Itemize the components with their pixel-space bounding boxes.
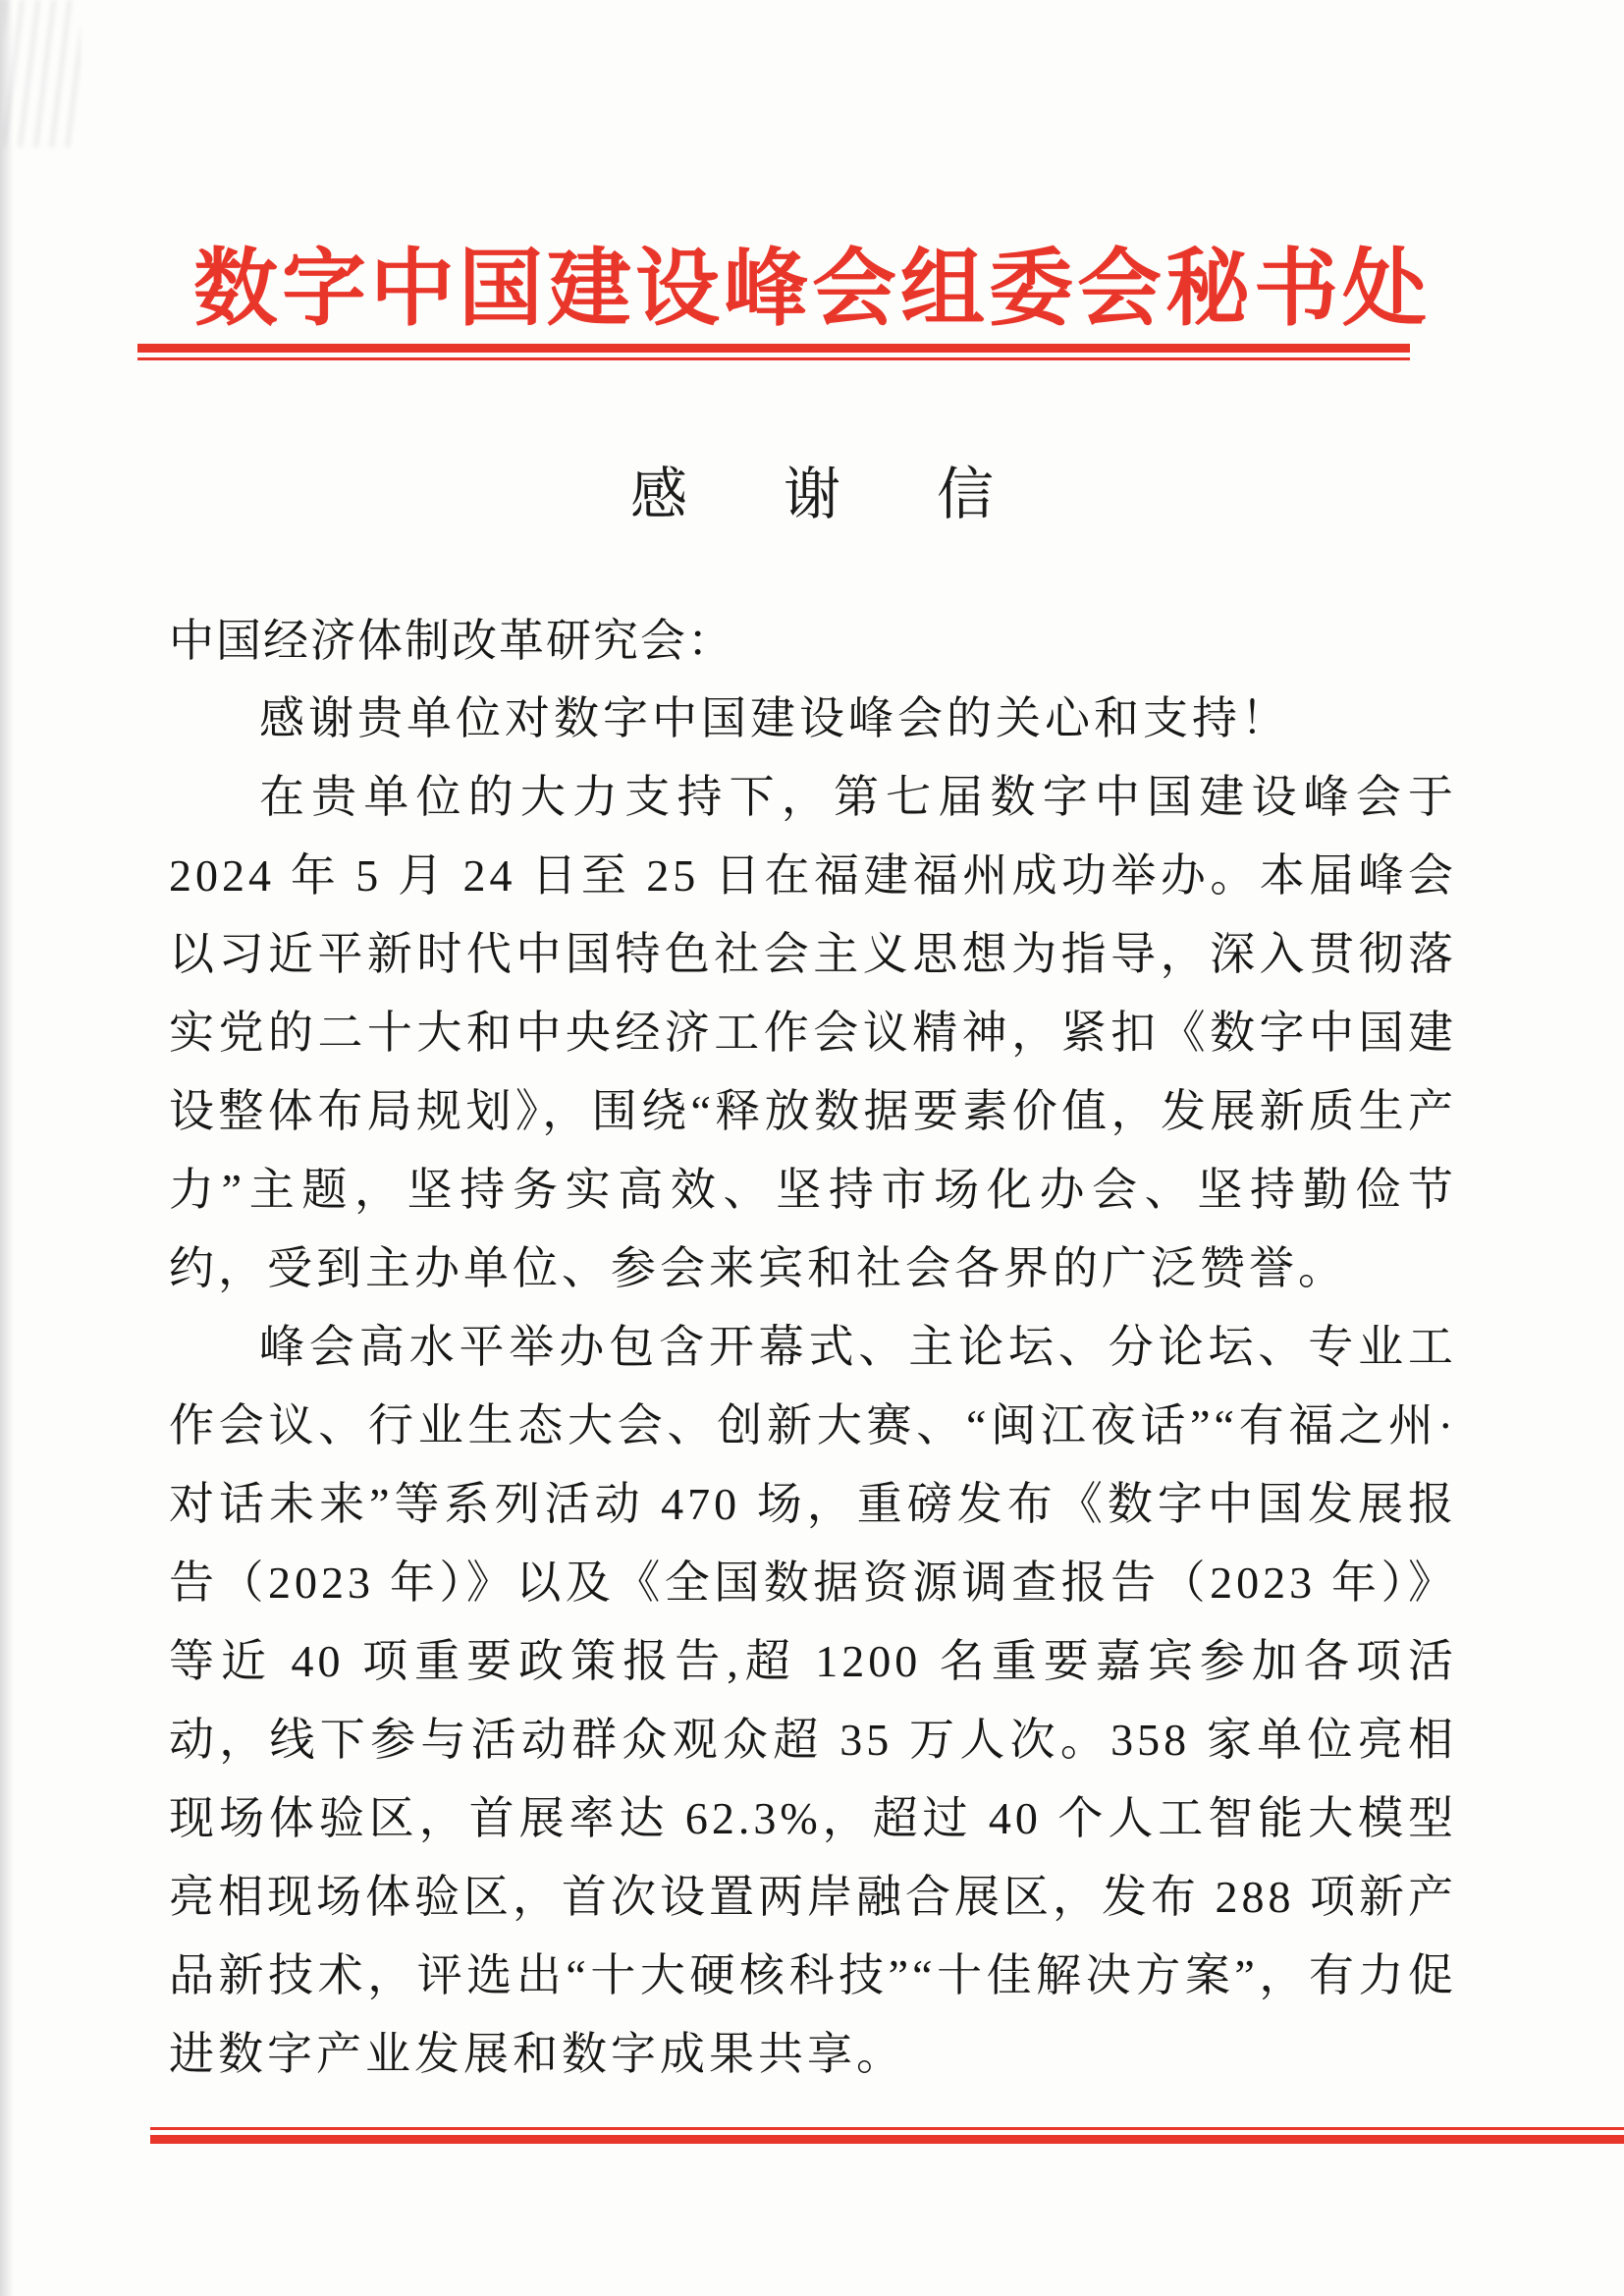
paragraph-summit-achievements: 峰会高水平举办包含开幕式、主论坛、分论坛、专业工作会议、行业生态大会、创新大赛、“闽江夜话”“有福之州·对话未来”等系列活动 470 场，重磅发布《数字中国发展报告（2023 年）》以及《全国数据资源调查报告（2023 年）》等近 40 项重要政策报告,超 1200 名重要嘉宾参加各项活动，线下参与活动群众观众超 35 万人次。358 家单位亮相现场体验区，首展率达 62.3%，超过 40 个人工智能大模型亮相现场体验区，首次设置两岸融合展区，发布 288 项新产品新技术，评选出“十大硬核科技”“十佳解决方案”，有力促进数字产业发展和数字成果共享。 <box>169 1322 1458 2079</box>
paragraph-summit-overview: 在贵单位的大力支持下，第七届数字中国建设峰会于 2024 年 5 月 24 日至 25 日在福建福州成功举办。本届峰会以习近平新时代中国特色社会主义思想为指导，深入贯彻落实党的二十大和中央经济工作会议精神，紧扣《数字中国建设整体布局规划》，围绕“释放数据要素价值，发展新质生产力”主题，坚持务实高效、坚持市场化办会、坚持勤俭节约，受到主办单位、参会来宾和社会各界的广泛赞誉。 <box>169 772 1457 1293</box>
letter-title-char: 信 <box>937 463 995 526</box>
divider-thick-line <box>137 344 1410 353</box>
paragraph-thanks: 感谢贵单位对数字中国建设峰会的关心和支持！ <box>259 693 1290 743</box>
salutation: 中国经济体制改革研究会： <box>169 615 734 666</box>
letter-title <box>0 454 1624 536</box>
letter-title-char: 谢 <box>783 463 840 526</box>
letter-body <box>169 601 1457 2094</box>
letterhead-divider <box>137 344 1410 360</box>
scan-artifact-left-edge <box>0 0 14 2296</box>
divider-thick-line <box>150 2135 1624 2144</box>
letterhead-org-title: 数字中国建设峰会组委会秘书处 <box>193 242 1431 336</box>
letter-title-char: 感 <box>629 463 687 526</box>
divider-thin-line <box>137 357 1410 360</box>
divider-thin-line <box>150 2127 1624 2130</box>
footer-divider <box>150 2127 1624 2144</box>
scan-artifact-smudge <box>4 0 81 147</box>
